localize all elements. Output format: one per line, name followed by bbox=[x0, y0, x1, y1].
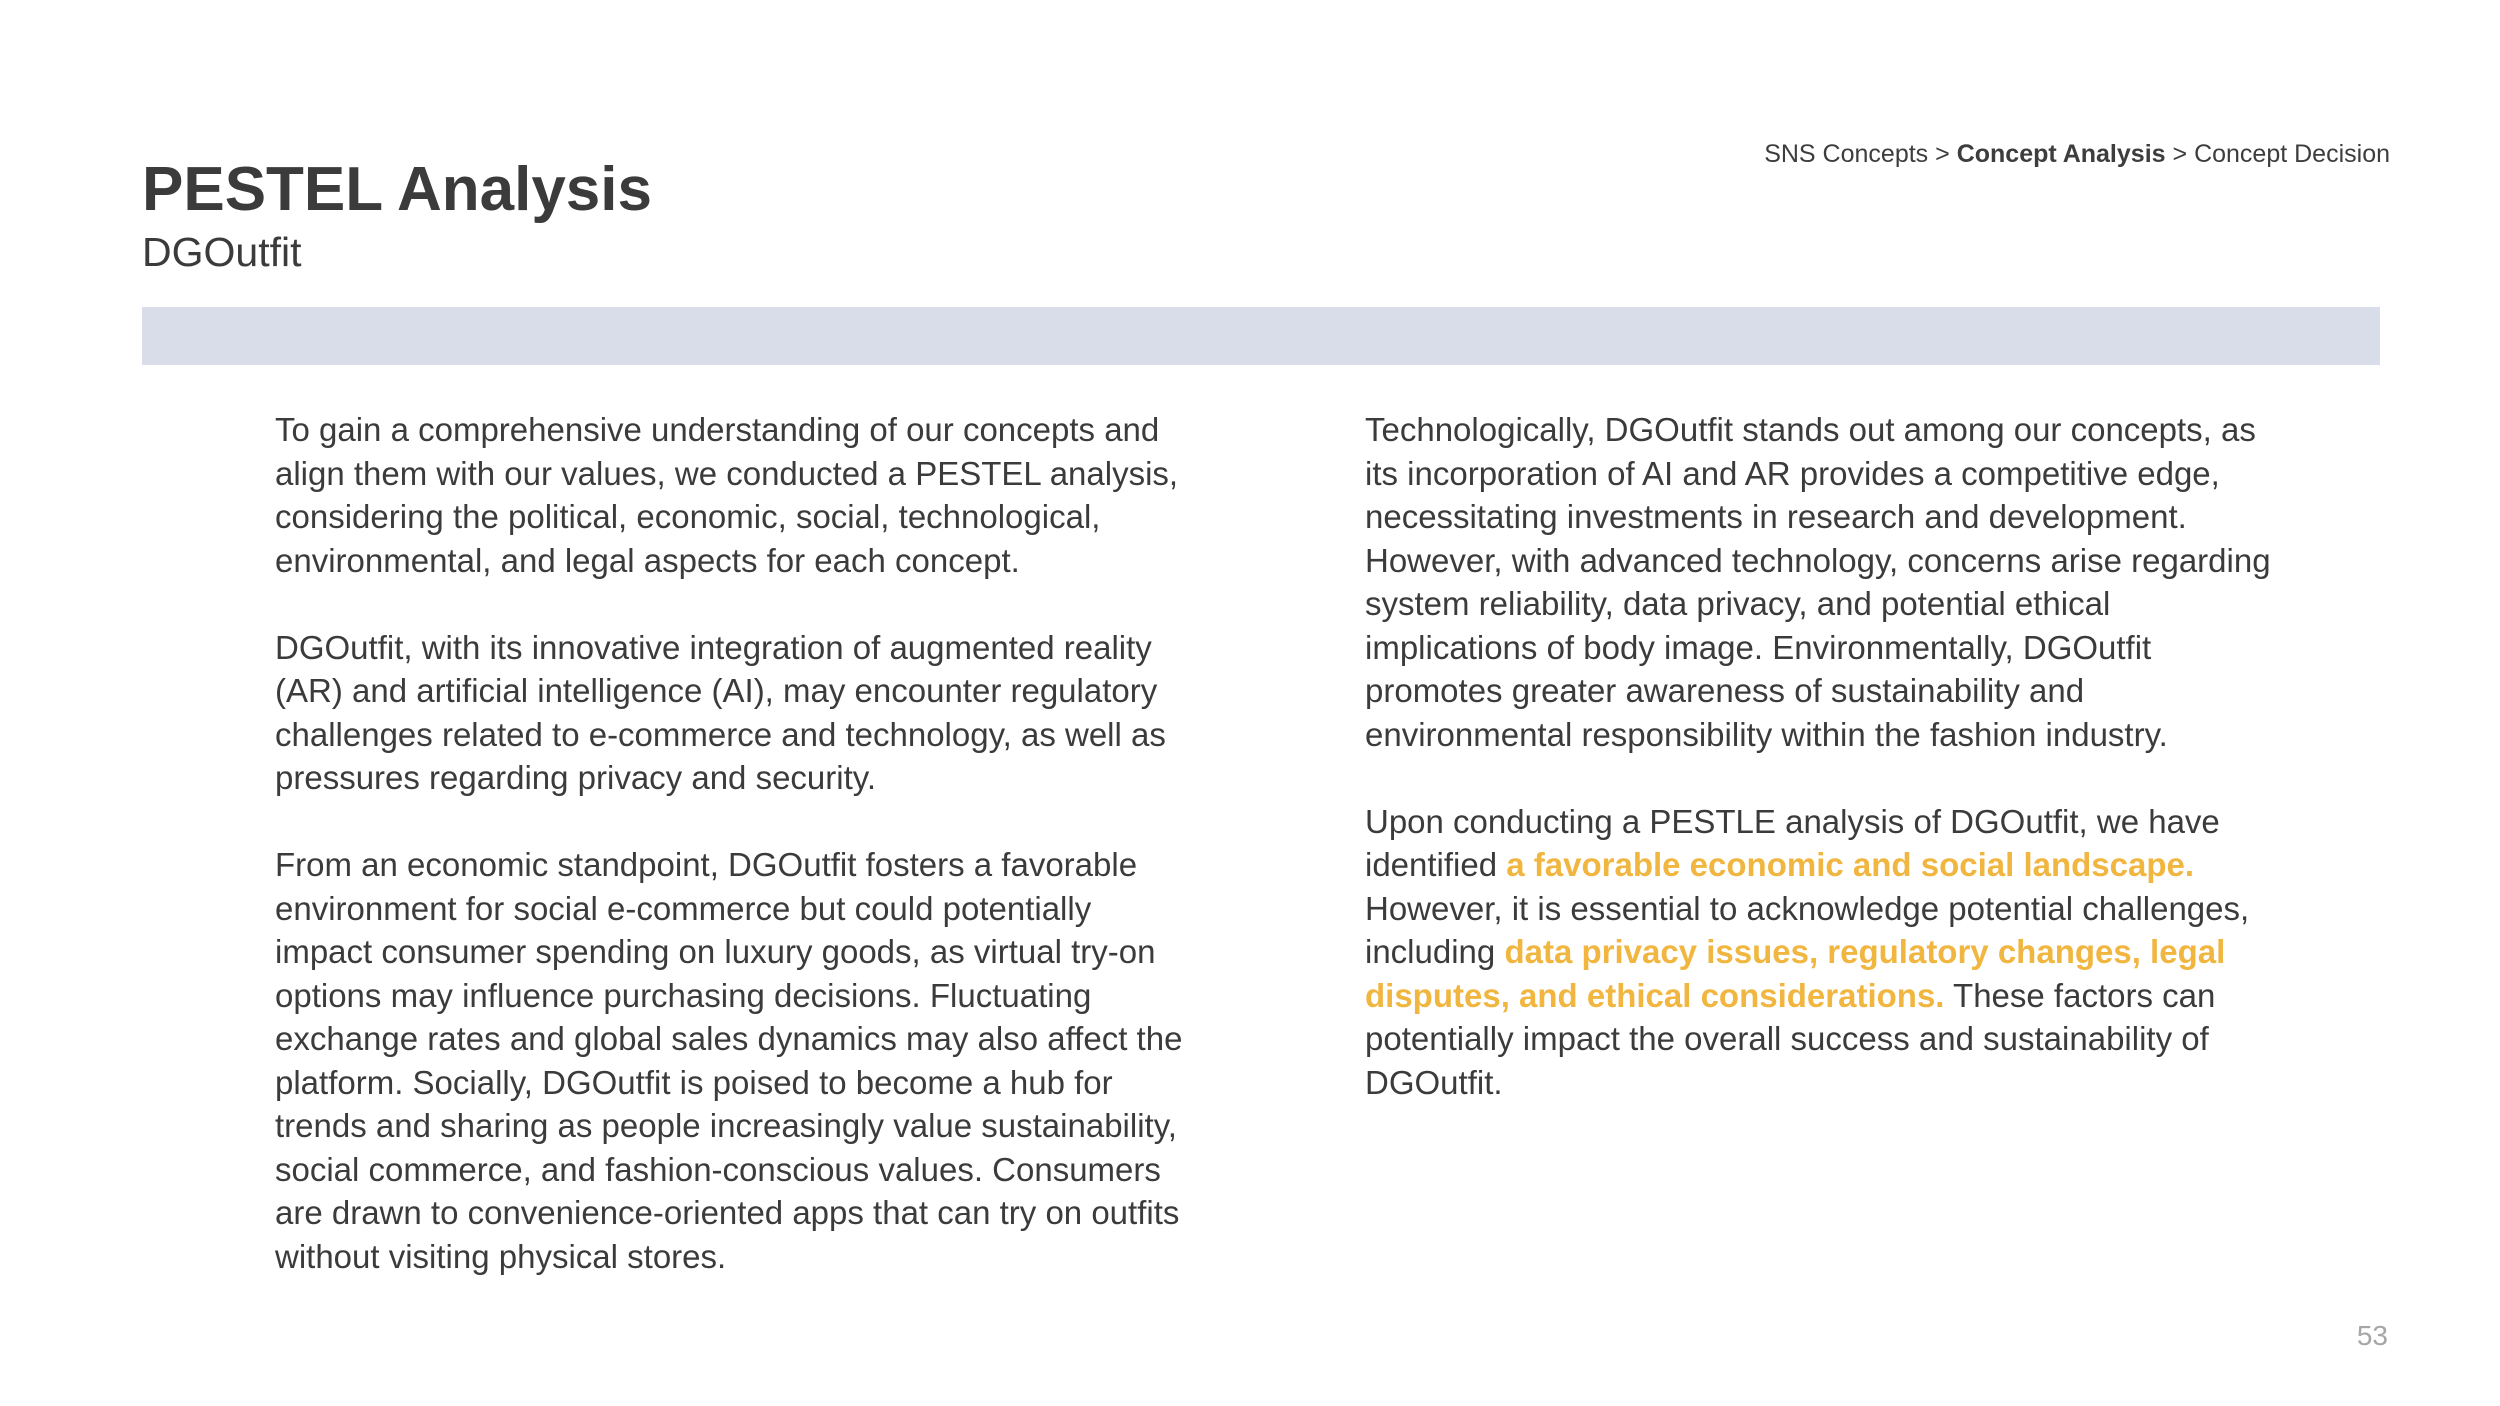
breadcrumb-item-concept-analysis: Concept Analysis bbox=[1956, 140, 2166, 168]
page-subtitle: DGOutfit bbox=[142, 229, 302, 275]
technological-environmental-paragraph: Technologically, DGOutfit stands out among our concepts, as its incorporation of AI and AR provides a competitive edge, necessitating investments in research and development. However, with advanced technology, concerns arise regarding system reliability, data privacy, and potential ethical implications of body image. Environmentally, DGOutfit promotes greater awareness of sustainability and environmental responsibility within the fashion industry. bbox=[1365, 411, 2271, 753]
conclusion-text: However, it is essential to acknowledge potential challenges, including bbox=[1365, 889, 2250, 970]
right-text-column bbox=[1365, 408, 2275, 1148]
economic-social-paragraph: From an economic standpoint, DGOutfit fosters a favorable environment for social e-commerce but could potentially impact consumer spending on luxury goods, as virtual try-on options may influence purchasing decisions. Fluctuating exchange rates and global sales dynamics may also affect the platform. Socially, DGOutfit is poised to become a hub for trends and sharing as people increasingly value sustainability, social commerce, and fashion-conscious values. Consumers are drawn to convenience-oriented apps that can try on outfits without visiting physical stores. bbox=[275, 846, 1183, 1275]
page-number: 53 bbox=[2356, 1320, 2388, 1351]
intro-paragraph: To gain a comprehensive understanding of our concepts and align them with our values, we conducted a PESTEL analysis, considering the political, economic, social, technological, environmental, and legal aspects for each concept. bbox=[275, 411, 1179, 579]
political-paragraph: DGOutfit, with its innovative integration of augmented reality (AR) and artificial intelligence (AI), may encounter regulatory challenges related to e-commerce and technology, as well as pressures regarding privacy and security. bbox=[275, 628, 1166, 796]
header-divider-band bbox=[142, 307, 2380, 365]
conclusion-paragraph bbox=[1365, 800, 2275, 1105]
page-title: PESTEL Analysis bbox=[142, 155, 652, 224]
left-text-column bbox=[275, 408, 1185, 1322]
breadcrumb-item-concept-decision: Concept Decision bbox=[2194, 140, 2390, 168]
breadcrumb-separator: > bbox=[1935, 140, 1950, 168]
breadcrumb-separator: > bbox=[2172, 140, 2188, 168]
conclusion-text: Upon conducting a PESTLE analysis of DGOutfit, we have identified bbox=[1365, 802, 2220, 883]
highlight-challenges: data privacy issues, regulatory changes, legal disputes, and ethical considerations. bbox=[1365, 933, 2226, 1014]
highlight-favorable-landscape: a favorable economic and social landscape. bbox=[1506, 846, 2195, 883]
conclusion-text: These factors can potentially impact the overall success and sustainability of DGOutfit. bbox=[1365, 976, 2216, 1101]
breadcrumb-item-sns-concepts: SNS Concepts bbox=[1764, 140, 1929, 168]
breadcrumb bbox=[1764, 140, 2390, 169]
